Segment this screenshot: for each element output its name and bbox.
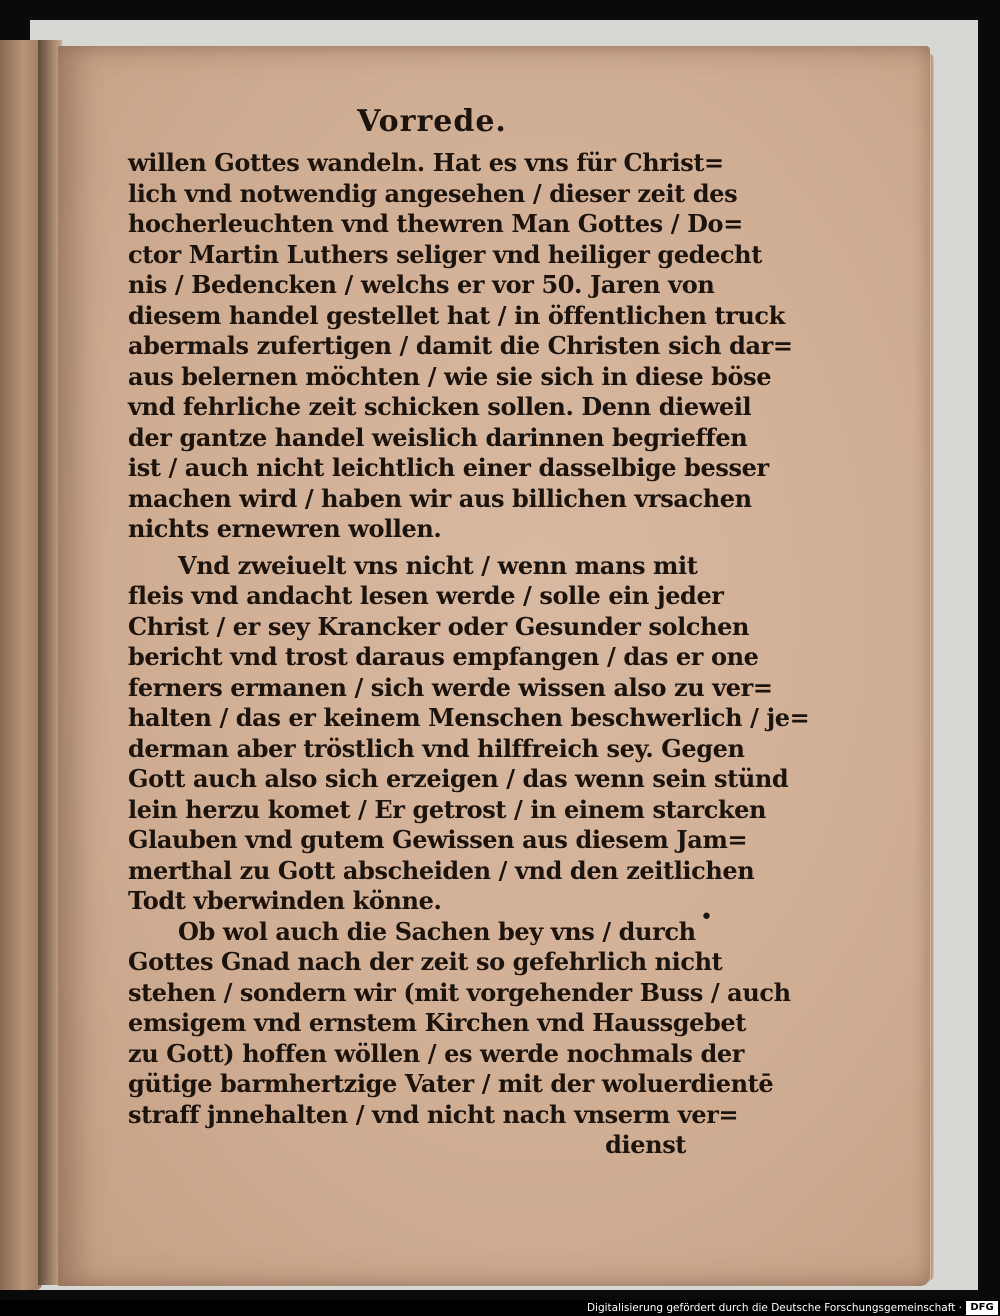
text-line: ist / auch nicht leichtlich einer dasselbige besser xyxy=(128,453,769,482)
text-line: zu Gott) hoffen wöllen / es werde nochmals der xyxy=(128,1038,744,1068)
paragraph-3 xyxy=(128,916,791,1131)
text-line: Vnd zweiuelt vns nicht / wenn mans mit xyxy=(178,550,698,580)
text-line: abermals zufertigen / damit die Christen sich dar= xyxy=(128,331,793,360)
text-line: fleis vnd andacht lesen werde / solle ein jeder xyxy=(128,581,724,610)
footer-bar xyxy=(0,1300,1000,1316)
text-line: bericht vnd trost daraus empfangen / das er one xyxy=(128,642,759,671)
text-line: Gott auch also sich erzeigen / das wenn sein stünd xyxy=(128,764,789,793)
text-line: machen wird / haben wir aus billichen vrsachen xyxy=(128,483,752,513)
text-line: Todt vberwinden könne. xyxy=(128,886,442,915)
funding-credit: Digitalisierung gefördert durch die Deutsche Forschungsgemeinschaft · xyxy=(586,1302,962,1314)
text-line: ferners ermanen / sich werde wissen also zu ver= xyxy=(128,672,773,702)
text-line: diesem handel gestellet hat / in öffentlichen truck xyxy=(128,300,785,330)
text-line: nichts ernewren wollen. xyxy=(128,514,442,543)
text-line: stehen / sondern wir (mit vorgehender Buss / auch xyxy=(128,977,791,1007)
text-line: ctor Martin Luthers seliger vnd heiliger gedecht xyxy=(128,239,762,269)
text-line: der gantze handel weislich darinnen begrieffen xyxy=(128,422,748,452)
text-line: halten / das er keinem Menschen beschwerlich / je= xyxy=(128,703,810,732)
text-line: nis / Bedencken / welchs er vor 50. Jaren von xyxy=(128,270,715,299)
text-line: Glauben vnd gutem Gewissen aus diesem Jam= xyxy=(128,825,748,854)
catchword: dienst xyxy=(605,1130,686,1159)
text-line: Ob wol auch die Sachen bey vns / durch xyxy=(178,916,696,946)
text-line: derman aber tröstlich vnd hilffreich sey. Gegen xyxy=(128,733,745,763)
text-line: straff jnnehalten / vnd nicht nach vnserm ver= xyxy=(128,1099,739,1129)
dfg-logo: DFG xyxy=(966,1301,998,1315)
paragraph-1 xyxy=(128,148,793,545)
text-line: merthal zu Gott abscheiden / vnd den zeitlichen xyxy=(128,855,755,885)
previous-page-edge xyxy=(0,40,42,1290)
text-line: Gottes Gnad nach der zeit so gefehrlich nicht xyxy=(128,947,723,976)
paragraph-2 xyxy=(128,550,810,917)
text-line: vnd fehrliche zeit schicken sollen. Denn dieweil xyxy=(128,392,752,421)
text-line: gütige barmhertzige Vater / mit der woluerdientē xyxy=(128,1069,774,1098)
page-text xyxy=(128,96,810,1161)
running-head: Vorrede. xyxy=(357,104,507,139)
text-line: hocherleuchten vnd thewren Man Gottes / Do= xyxy=(128,209,743,238)
margin-mark: • xyxy=(700,905,713,930)
text-line: lein herzu komet / Er getrost / in einem starcken xyxy=(128,794,767,824)
text-line: willen Gottes wandeln. Hat es vns für Christ= xyxy=(128,148,724,177)
text-line: aus belernen möchten / wie sie sich in diese böse xyxy=(128,361,772,391)
text-line: lich vnd notwendig angesehen / dieser zeit des xyxy=(128,178,738,208)
text-line: emsigem vnd ernstem Kirchen vnd Haussgebet xyxy=(128,1008,746,1037)
text-line: Christ / er sey Krancker oder Gesunder solchen xyxy=(128,611,750,641)
